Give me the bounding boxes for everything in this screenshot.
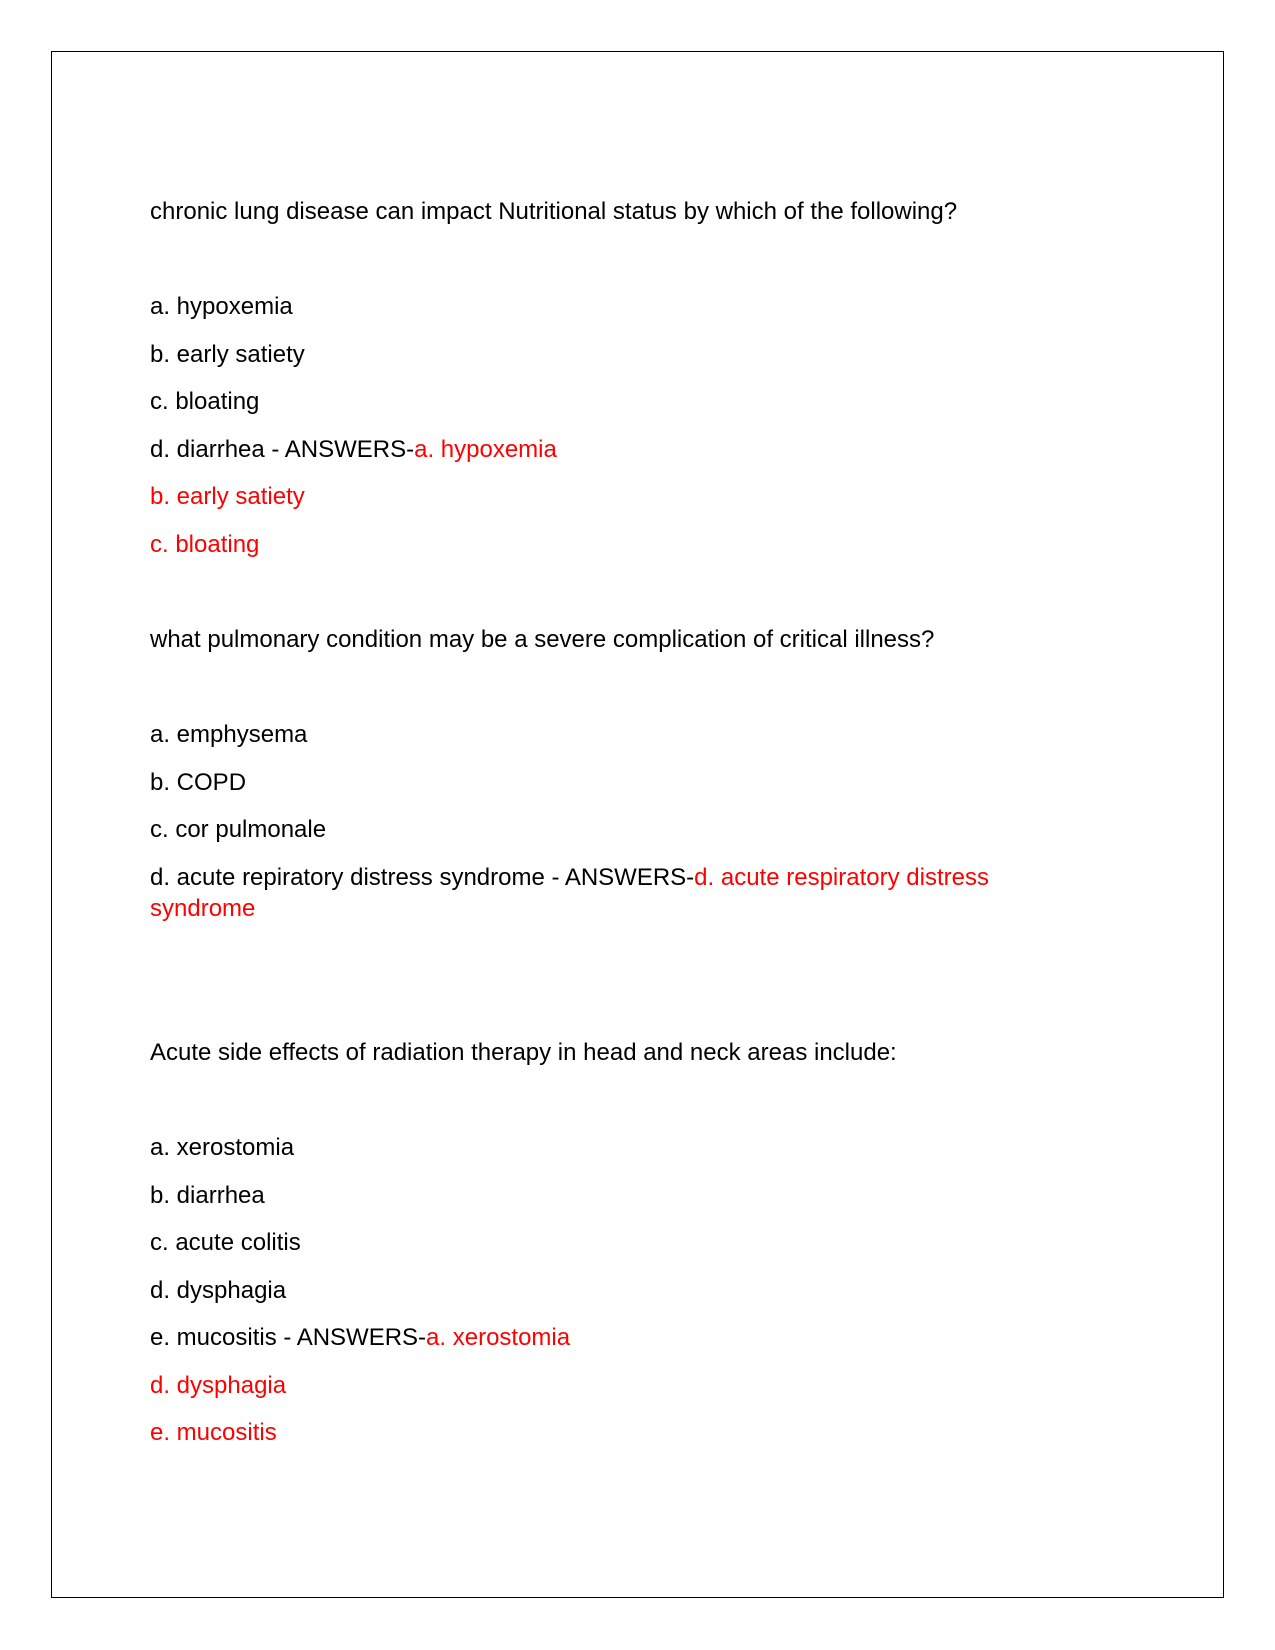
question-2-option-b: b. COPD — [150, 769, 247, 796]
question-3-option-d: d. dysphagia — [150, 1277, 287, 1304]
question-3-option-e-line — [150, 1323, 570, 1353]
question-3-option-e: e. mucositis - ANSWERS- — [150, 1324, 427, 1351]
question-3-answer-3: e. mucositis — [150, 1419, 277, 1446]
question-2-text: what pulmonary condition may be a severe complication of critical illness? — [150, 626, 935, 653]
question-3-option-c: c. acute colitis — [150, 1229, 301, 1256]
question-1-text: chronic lung disease can impact Nutritional status by which of the following? — [150, 198, 958, 225]
question-1-option-c: c. bloating — [150, 388, 260, 415]
question-2-option-c: c. cor pulmonale — [150, 816, 327, 843]
question-2-option-d: d. acute repiratory distress syndrome - ANSWERS- — [150, 864, 695, 891]
question-2-answer-1: d. acute respiratory distress — [694, 864, 989, 891]
question-3-option-a: a. xerostomia — [150, 1134, 295, 1161]
question-1-option-b: b. early satiety — [150, 341, 305, 368]
question-1-option-d: d. diarrhea - ANSWERS- — [150, 436, 415, 463]
question-3-answer-2: d. dysphagia — [150, 1372, 287, 1399]
question-2-option-a: a. emphysema — [150, 721, 308, 748]
question-2-option-d-line — [150, 863, 989, 893]
question-3-option-b: b. diarrhea — [150, 1182, 265, 1209]
question-3-answer-1: a. xerostomia — [426, 1324, 571, 1351]
question-1-option-a: a. hypoxemia — [150, 293, 293, 320]
question-3-text: Acute side effects of radiation therapy in head and neck areas include: — [150, 1039, 897, 1066]
question-2-answer-1-cont: syndrome — [150, 895, 256, 922]
question-1-answer-2: b. early satiety — [150, 483, 305, 510]
question-1-answer-1: a. hypoxemia — [414, 436, 557, 463]
question-1-answer-3: c. bloating — [150, 531, 260, 558]
question-1-option-d-line — [150, 435, 557, 465]
